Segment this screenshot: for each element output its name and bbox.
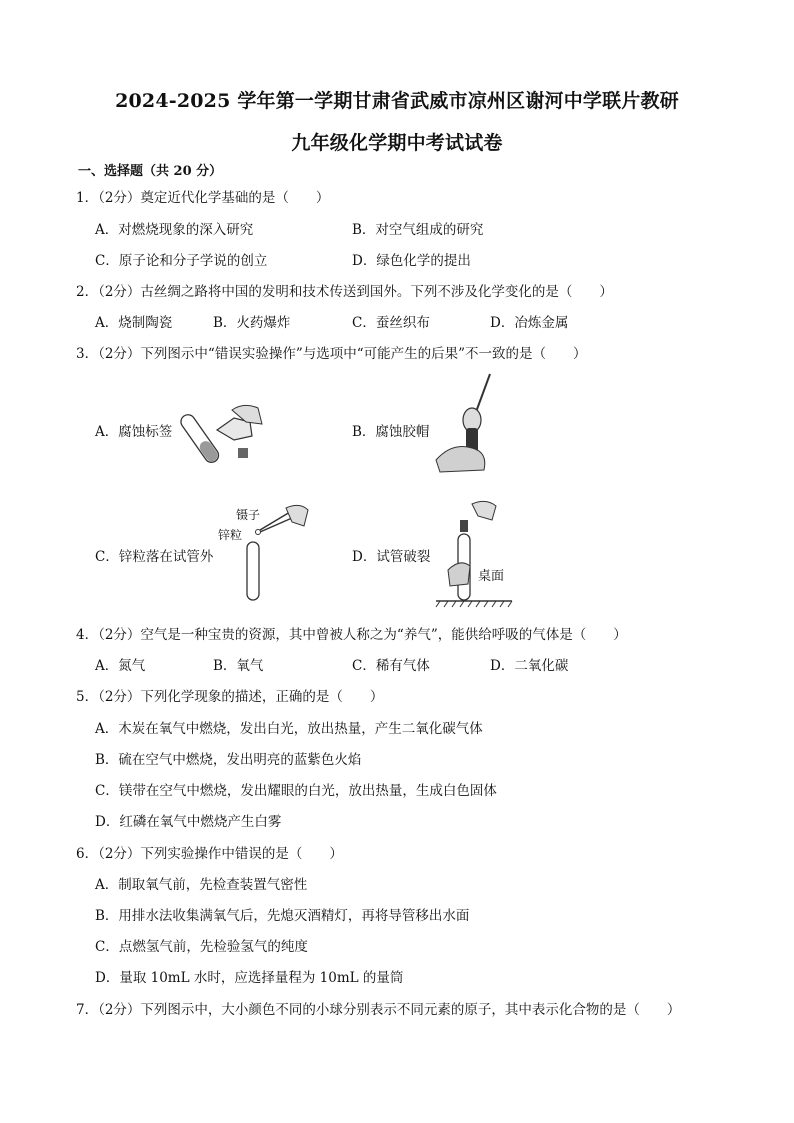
q4-option-b: B．氧气	[213, 658, 264, 674]
q6-option-b: B．用排水法收集满氧气后，先熄灭酒精灯，再将导管移出水面	[95, 908, 470, 924]
q1-option-d: D．绿色化学的提出	[352, 253, 471, 269]
section-heading: 一、选择题（共 20 分）	[78, 164, 223, 179]
label-desk: 桌面	[478, 569, 505, 584]
q4-option-c: C．稀有气体	[352, 658, 430, 674]
q6-option-d: D．量取 10mL 水时，应选择量程为 10mL 的量筒	[95, 970, 404, 986]
q5-option-d: D．红磷在氧气中燃烧产生白雾	[95, 814, 282, 830]
label-zinc: 锌粒	[218, 528, 243, 542]
question-4-stem: 4．（2分）空气是一种宝贵的资源，其中曾被人称之为“养气”，能供给呼吸的气体是（ ）	[76, 627, 627, 643]
q6-option-c: C．点燃氢气前，先检验氢气的纯度	[95, 939, 308, 955]
q5-option-b: B．硫在空气中燃烧，发出明亮的蓝紫色火焰	[95, 752, 362, 768]
q3-option-d: D．试管破裂	[352, 549, 431, 565]
q5-option-a: A．木炭在氧气中燃烧，发出白光，放出热量，产生二氧化碳气体	[95, 721, 483, 737]
exam-title-line2: 九年级化学期中考试试卷	[291, 132, 503, 154]
question-1-stem: 1．（2分）奠定近代化学基础的是（ ）	[76, 190, 330, 206]
q3-option-c: C．锌粒落在试管外	[95, 549, 214, 565]
q4-option-a: A．氮气	[95, 658, 146, 674]
figure-b-dropper-illustration	[432, 372, 502, 477]
question-3-stem: 3．（2分）下列图示中“错误实验操作”与选项中“可能产生的后果”不一致的是（ ）	[76, 346, 587, 362]
question-5-stem: 5．（2分）下列化学现象的描述，正确的是（ ）	[76, 689, 384, 705]
q5-option-c: C．镁带在空气中燃烧，发出耀眼的白光，放出热量，生成白色固体	[95, 783, 497, 799]
figure-d-desk-tube-illustration	[434, 500, 514, 608]
question-7-stem: 7．（2分）下列图示中，大小颜色不同的小球分别表示不同元素的原子，其中表示化合物的是（ ）	[76, 1002, 681, 1018]
q2-option-a: A．烧制陶瓷	[95, 315, 173, 331]
q2-option-d: D．冶炼金属	[490, 315, 569, 331]
q2-option-b: B．火药爆炸	[213, 315, 291, 331]
q4-option-d: D．二氧化碳	[490, 658, 569, 674]
question-2-stem: 2．（2分）古丝绸之路将中国的发明和技术传送到国外。下列不涉及化学变化的是（ ）	[76, 284, 613, 300]
q1-option-c: C．原子论和分子学说的创立	[95, 253, 268, 269]
figure-a-pouring-illustration	[172, 400, 272, 470]
question-6-stem: 6．（2分）下列实验操作中错误的是（ ）	[76, 846, 343, 862]
exam-title-line1: 2024-2025 学年第一学期甘肃省武威市凉州区谢河中学联片教研	[115, 90, 679, 112]
q6-option-a: A．制取氧气前，先检查装置气密性	[95, 877, 308, 893]
label-tweezers: 镊子	[236, 508, 261, 522]
q3-option-b: B．腐蚀胶帽	[352, 424, 430, 440]
q3-option-a: A．腐蚀标签	[95, 424, 173, 440]
q1-option-a: A．对燃烧现象的深入研究	[95, 222, 254, 238]
q2-option-c: C．蚕丝织布	[352, 315, 430, 331]
q1-option-b: B．对空气组成的研究	[352, 222, 484, 238]
